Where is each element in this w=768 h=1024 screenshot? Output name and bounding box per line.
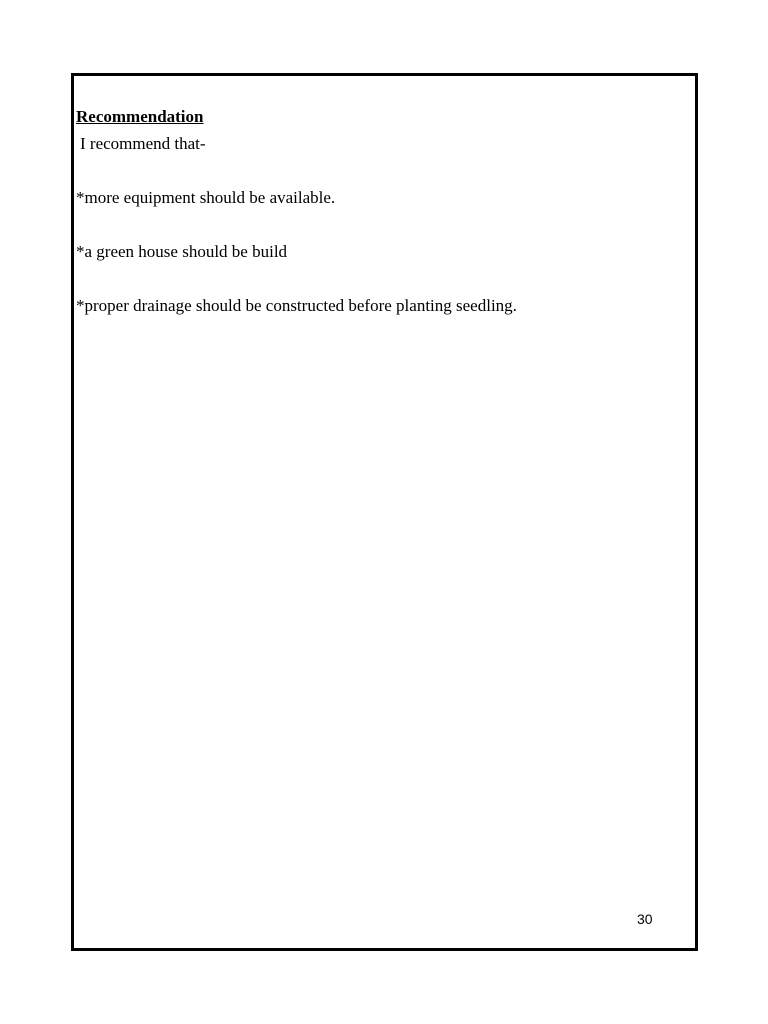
section-heading: Recommendation — [76, 107, 204, 126]
page-content — [76, 103, 676, 319]
recommendation-item: *proper drainage should be constructed before planting seedling. — [76, 296, 517, 315]
intro-text: I recommend that- — [80, 134, 206, 153]
page-number: 30 — [637, 911, 653, 927]
recommendation-item: *more equipment should be available. — [76, 188, 336, 207]
recommendation-item: *a green house should be build — [76, 242, 288, 261]
